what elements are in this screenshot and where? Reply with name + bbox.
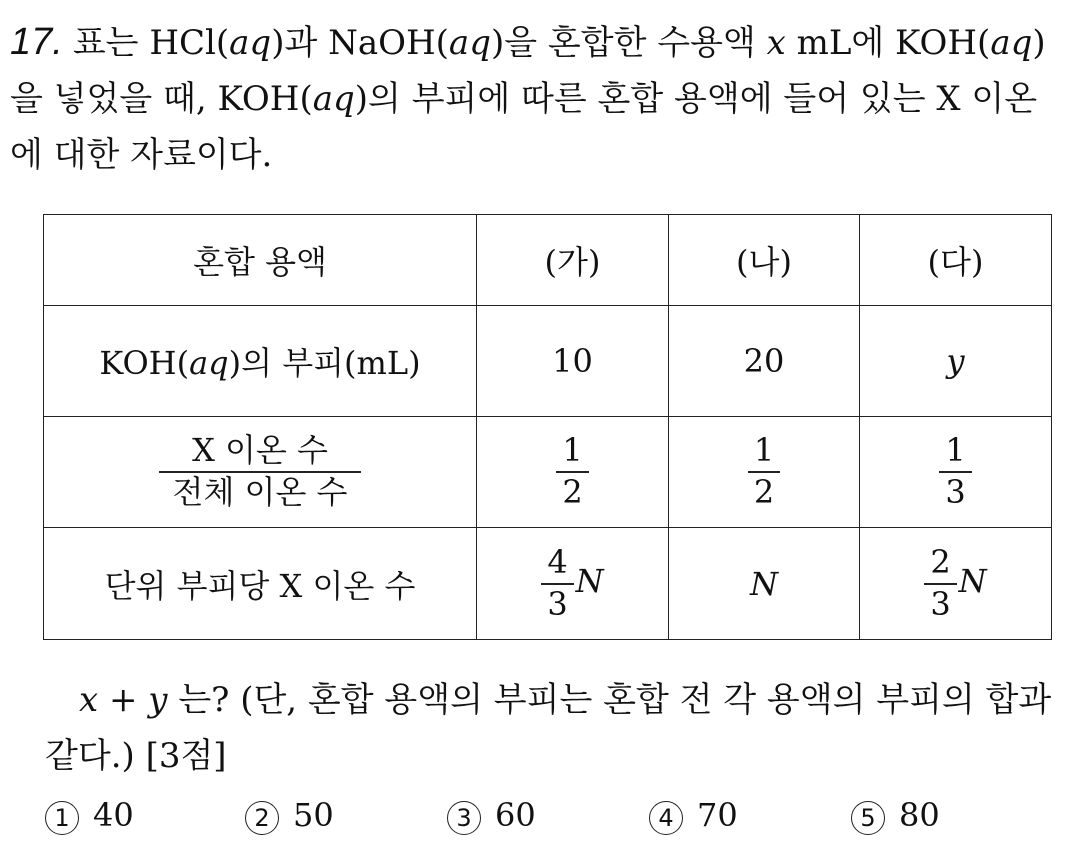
choice-5[interactable] xyxy=(851,796,940,835)
ratio-value xyxy=(669,417,860,528)
fraction-denominator: 3 xyxy=(541,583,573,622)
answer-choices xyxy=(45,796,1045,848)
circled-number-icon: 2 xyxy=(245,801,279,835)
plus-sign: + xyxy=(98,680,149,720)
table-row-volume xyxy=(44,306,1052,417)
fraction-denominator: 3 xyxy=(924,583,956,622)
fraction xyxy=(541,542,573,623)
column-ga: (가) xyxy=(477,215,669,306)
density-value xyxy=(860,528,1052,640)
volume-label-post: )의 부피(mL) xyxy=(228,344,421,382)
volume-value: 20 xyxy=(669,306,860,417)
ratio-label-numerator: X 이온 수 xyxy=(192,431,328,470)
choice-3[interactable] xyxy=(447,796,536,835)
volume-value: 10 xyxy=(477,306,669,417)
stem-text-5: )을 넣었을 때, KOH( xyxy=(10,23,1046,119)
fraction-numerator: 1 xyxy=(753,431,775,470)
question-number: 17. xyxy=(10,21,63,63)
aq-symbol: aq xyxy=(448,23,491,63)
question-prompt xyxy=(45,672,1055,784)
prompt-text: 는? (단, 혼합 용액의 부피는 혼합 전 각 용액의 부피의 합과 같다.) [3점] xyxy=(45,680,1052,776)
variable-x: x xyxy=(79,680,99,720)
stem-text-4: mL에 KOH( xyxy=(785,23,991,63)
choice-2[interactable] xyxy=(245,796,334,835)
choice-1[interactable] xyxy=(45,796,134,835)
fraction xyxy=(748,431,780,511)
table-row-ratio xyxy=(44,417,1052,528)
circled-number-icon: 3 xyxy=(447,801,481,835)
choice-4[interactable] xyxy=(649,796,738,835)
density-label: 단위 부피당 X 이온 수 xyxy=(44,528,477,640)
fraction-numerator: 1 xyxy=(562,431,583,470)
fraction xyxy=(924,542,956,623)
circled-number-icon: 4 xyxy=(649,801,683,835)
fraction xyxy=(556,431,588,511)
fraction-denominator: 2 xyxy=(556,471,588,510)
choice-value: 70 xyxy=(697,796,738,834)
aq-symbol: aq xyxy=(990,23,1033,63)
table-row-density xyxy=(44,528,1052,640)
variable-y: y xyxy=(148,680,168,720)
fraction-denominator: 2 xyxy=(748,471,780,510)
volume-label xyxy=(44,306,477,417)
volume-label-pre: KOH( xyxy=(99,344,190,382)
data-table xyxy=(43,214,1052,640)
aq-symbol: aq xyxy=(229,23,272,63)
ratio-label-fraction xyxy=(159,431,362,511)
fraction-numerator: 1 xyxy=(945,431,966,470)
choice-value: 40 xyxy=(93,796,134,834)
ratio-value xyxy=(860,417,1052,528)
table-header-row xyxy=(44,215,1052,306)
ratio-value xyxy=(477,417,669,528)
ratio-label-denominator: 전체 이온 수 xyxy=(159,471,362,510)
circled-number-icon: 1 xyxy=(45,801,79,835)
stem-text-2: )과 NaOH( xyxy=(271,23,449,63)
unit-n: N xyxy=(575,562,604,600)
variable-x: x xyxy=(766,23,786,63)
fraction-numerator: 4 xyxy=(547,542,568,581)
density-value: N xyxy=(669,528,860,640)
unit-n: N xyxy=(958,562,987,600)
fraction-numerator: 2 xyxy=(930,542,951,581)
choice-value: 60 xyxy=(495,796,536,834)
aq-symbol: aq xyxy=(312,79,355,119)
stem-text-1: 표는 HCl( xyxy=(72,23,230,63)
aq-symbol: aq xyxy=(189,344,229,382)
column-da: (다) xyxy=(860,215,1052,306)
choice-value: 50 xyxy=(293,796,334,834)
fraction-denominator: 3 xyxy=(939,471,971,510)
circled-number-icon: 5 xyxy=(851,801,885,835)
stem-text-3: )을 혼합한 수용액 xyxy=(490,23,767,63)
fraction xyxy=(939,431,971,511)
stem-text-6: )의 부피에 따른 혼합 용액에 들어 있는 X 이온에 대한 자료이다. xyxy=(10,79,1038,175)
column-na: (나) xyxy=(669,215,860,306)
ratio-label xyxy=(44,417,477,528)
density-value xyxy=(477,528,669,640)
volume-value-y: y xyxy=(860,306,1052,417)
question-stem xyxy=(10,14,1060,183)
header-label: 혼합 용액 xyxy=(44,215,477,306)
choice-value: 80 xyxy=(899,796,940,834)
